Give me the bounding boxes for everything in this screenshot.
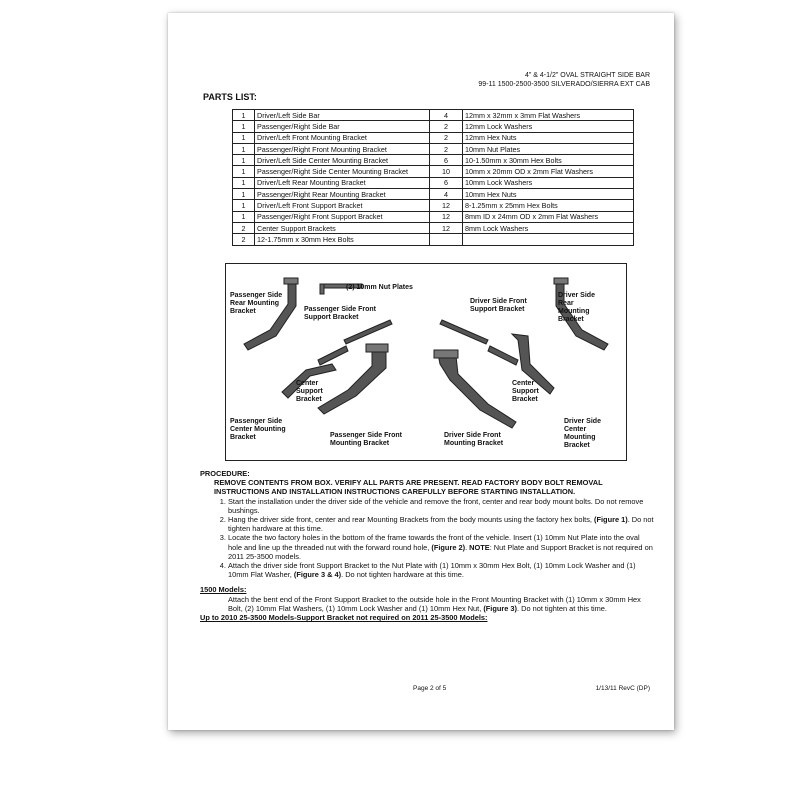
page-number: Page 2 of 5 <box>413 685 447 692</box>
procedure-warning: REMOVE CONTENTS FROM BOX. VERIFY ALL PARTS ARE PRESENT. READ FACTORY BODY BOLT REMOVAL INSTRUCTIONS AND INSTALLATION INSTRUCTIONS CAREFULLY BEFORE STARTING INSTALLATION. <box>214 478 603 497</box>
parts-row <box>233 177 634 188</box>
procedure-step-2 <box>228 515 655 533</box>
parts-row <box>233 222 634 233</box>
parts-cell-d1: Passenger/Right Side Center Mounting Bracket <box>255 166 430 177</box>
models-1500-tail: . Do not tighten at this time. <box>517 603 607 613</box>
pass-front-support-shape <box>344 320 392 344</box>
procedure-heading: PROCEDURE: <box>200 469 250 478</box>
label-driver-center: Driver Side Center Mounting Bracket <box>564 418 601 449</box>
parts-row <box>233 132 634 143</box>
label-pass-front-support: Passenger Side Front Support Bracket <box>304 306 376 321</box>
parts-row <box>233 155 634 166</box>
parts-cell-q2: 12 <box>430 200 463 211</box>
parts-cell-d2 <box>463 234 634 245</box>
parts-cell-d2: 10-1.50mm x 30mm Hex Bolts <box>463 155 634 166</box>
parts-row <box>233 200 634 211</box>
parts-cell-d2: 12mm Lock Washers <box>463 121 634 132</box>
nut-plate-tab-shape <box>320 284 324 294</box>
label-nut-plates: (2) 10mm Nut Plates <box>346 284 413 291</box>
driver-front-foot-shape <box>434 350 458 358</box>
step-1-text: Start the installation under the driver side of the vehicle and remove the front, center and rear body mount bolts. Do not remove bushings. <box>228 496 644 515</box>
procedure-step-4 <box>228 561 655 579</box>
parts-cell-q1: 1 <box>233 177 255 188</box>
parts-cell-q1: 1 <box>233 166 255 177</box>
parts-cell-q1: 1 <box>233 200 255 211</box>
parts-row <box>233 143 634 154</box>
models-1500-text: Attach the bent end of the Front Support Bracket to the outside hole in the Front Mounting Bracket with (1) 10mm x 30mm Hex Bolt, (2) 10mm Flat Washers, (1) 10mm Lock Washer and (1) 10mm Hex Nut, <box>228 594 641 613</box>
parts-cell-q2: 12 <box>430 222 463 233</box>
procedure-step-3 <box>228 533 655 561</box>
parts-cell-q1: 1 <box>233 143 255 154</box>
parts-cell-d1: Passenger/Right Rear Mounting Bracket <box>255 189 430 200</box>
parts-cell-d2: 10mm Hex Nuts <box>463 189 634 200</box>
parts-cell-q2: 4 <box>430 110 463 121</box>
pass-rear-foot-shape <box>284 278 298 284</box>
parts-cell-q2 <box>430 234 463 245</box>
parts-cell-q1: 1 <box>233 132 255 143</box>
label-center-left: Center Support Bracket <box>296 380 323 403</box>
parts-row <box>233 121 634 132</box>
parts-row <box>233 166 634 177</box>
procedure-step-1 <box>228 497 655 515</box>
parts-cell-q2: 2 <box>430 132 463 143</box>
document-header <box>478 71 650 89</box>
driver-rear-foot-shape <box>554 278 568 284</box>
parts-cell-q2: 6 <box>430 155 463 166</box>
parts-cell-q2: 12 <box>430 211 463 222</box>
parts-cell-d2: 8mm Lock Washers <box>463 222 634 233</box>
parts-cell-q1: 2 <box>233 234 255 245</box>
step-3-figure-ref: (Figure 2) <box>431 542 466 552</box>
parts-cell-d2: 10mm x 20mm OD x 2mm Flat Washers <box>463 166 634 177</box>
parts-cell-q2: 6 <box>430 177 463 188</box>
header-title: 4" & 4-1/2" OVAL STRAIGHT SIDE BAR <box>524 72 650 79</box>
step-3-sep: . <box>465 542 470 552</box>
models-1500-paragraph <box>228 595 655 613</box>
step-3-text: Locate the two factory holes in the bottom of the frame towards the front of the vehicle. Insert (1) 10mm Nut Plate into the oval hole and line up the threaded nut with the forward round hole, <box>228 533 640 552</box>
parts-cell-d1: Driver/Left Front Support Bracket <box>255 200 430 211</box>
procedure-section <box>200 469 655 622</box>
label-center-right: Center Support Bracket <box>512 380 539 403</box>
parts-cell-d2: 10mm Nut Plates <box>463 143 634 154</box>
revision-label: 1/13/11 RevC (DP) <box>595 685 650 692</box>
center-support-left-shape <box>318 346 348 365</box>
models-1500-heading: 1500 Models: <box>200 585 247 595</box>
parts-row <box>233 189 634 200</box>
parts-cell-d2: 8-1.25mm x 25mm Hex Bolts <box>463 200 634 211</box>
document-page <box>168 13 674 730</box>
parts-list-title: PARTS LIST: <box>203 92 257 102</box>
parts-cell-d1: Center Support Brackets <box>255 222 430 233</box>
parts-row <box>233 234 634 245</box>
parts-cell-q1: 1 <box>233 189 255 200</box>
figure-brackets <box>225 263 627 461</box>
parts-cell-d2: 10mm Lock Washers <box>463 177 634 188</box>
label-pass-rear: Passenger Side Rear Mounting Bracket <box>230 292 283 315</box>
label-driver-front-support: Driver Side Front Support Bracket <box>470 298 527 313</box>
step-4-figure-ref: (Figure 3 & 4) <box>293 570 342 580</box>
parts-table <box>232 109 634 246</box>
models-1500-figure-ref: (Figure 3) <box>483 603 517 613</box>
models-2010-heading: Up to 2010 25-3500 Models-Support Bracket not required on 2011 25-3500 Models: <box>200 613 488 623</box>
driver-front-support-shape <box>440 320 488 344</box>
parts-cell-d2: 12mm Hex Nuts <box>463 132 634 143</box>
label-driver-rear: Driver Side Rear Mounting Bracket <box>558 292 595 323</box>
step-3-note-label: NOTE <box>469 542 490 552</box>
center-support-right-shape <box>488 346 518 365</box>
parts-cell-q2: 2 <box>430 121 463 132</box>
step-4-tail: . Do not tighten hardware at this time. <box>341 570 464 580</box>
step-2-figure-ref: (Figure 1) <box>594 515 628 525</box>
parts-row <box>233 211 634 222</box>
parts-cell-q2: 10 <box>430 166 463 177</box>
parts-cell-d1: Driver/Left Rear Mounting Bracket <box>255 177 430 188</box>
label-driver-front: Driver Side Front Mounting Bracket <box>444 432 504 447</box>
step-4-text: Attach the driver side front Support Bracket to the Nut Plate with (1) 10mm x 30mm Hex Bolt, (1) 10mm Lock Washer and (1) 10mm Flat Washer, <box>228 561 636 580</box>
procedure-steps <box>200 497 655 580</box>
parts-cell-d1: Passenger/Right Front Mounting Bracket <box>255 143 430 154</box>
parts-cell-d1: Passenger/Right Side Bar <box>255 121 430 132</box>
parts-cell-q1: 1 <box>233 155 255 166</box>
parts-cell-d1: Passenger/Right Front Support Bracket <box>255 211 430 222</box>
parts-cell-d2: 12mm x 32mm x 3mm Flat Washers <box>463 110 634 121</box>
parts-cell-q1: 1 <box>233 211 255 222</box>
parts-cell-q2: 2 <box>430 143 463 154</box>
parts-cell-d1: 12-1.75mm x 30mm Hex Bolts <box>255 234 430 245</box>
step-3-note: : Nut Plate and Support Bracket is not required on 2011 25-3500 models. <box>228 542 653 561</box>
parts-cell-q2: 4 <box>430 189 463 200</box>
driver-front-bracket-shape <box>438 354 516 428</box>
parts-cell-d1: Driver/Left Side Bar <box>255 110 430 121</box>
parts-cell-d2: 8mm ID x 24mm OD x 2mm Flat Washers <box>463 211 634 222</box>
label-pass-front: Passenger Side Front Mounting Bracket <box>330 432 402 447</box>
header-subtitle: 99-11 1500-2500-3500 SILVERADO/SIERRA EXT CAB <box>478 81 650 88</box>
pass-front-foot-shape <box>366 344 388 352</box>
step-2-text: Hang the driver side front, center and rear Mounting Brackets from the body mounts using the factory hex bolts, <box>228 515 595 525</box>
parts-cell-q1: 1 <box>233 121 255 132</box>
parts-cell-d1: Driver/Left Side Center Mounting Bracket <box>255 155 430 166</box>
label-pass-center: Passenger Side Center Mounting Bracket <box>230 418 286 441</box>
parts-cell-q1: 1 <box>233 110 255 121</box>
step-2-tail: . Do not tighten hardware at this time. <box>228 515 654 534</box>
parts-cell-d1: Driver/Left Front Mounting Bracket <box>255 132 430 143</box>
parts-cell-q1: 2 <box>233 222 255 233</box>
parts-row <box>233 110 634 121</box>
